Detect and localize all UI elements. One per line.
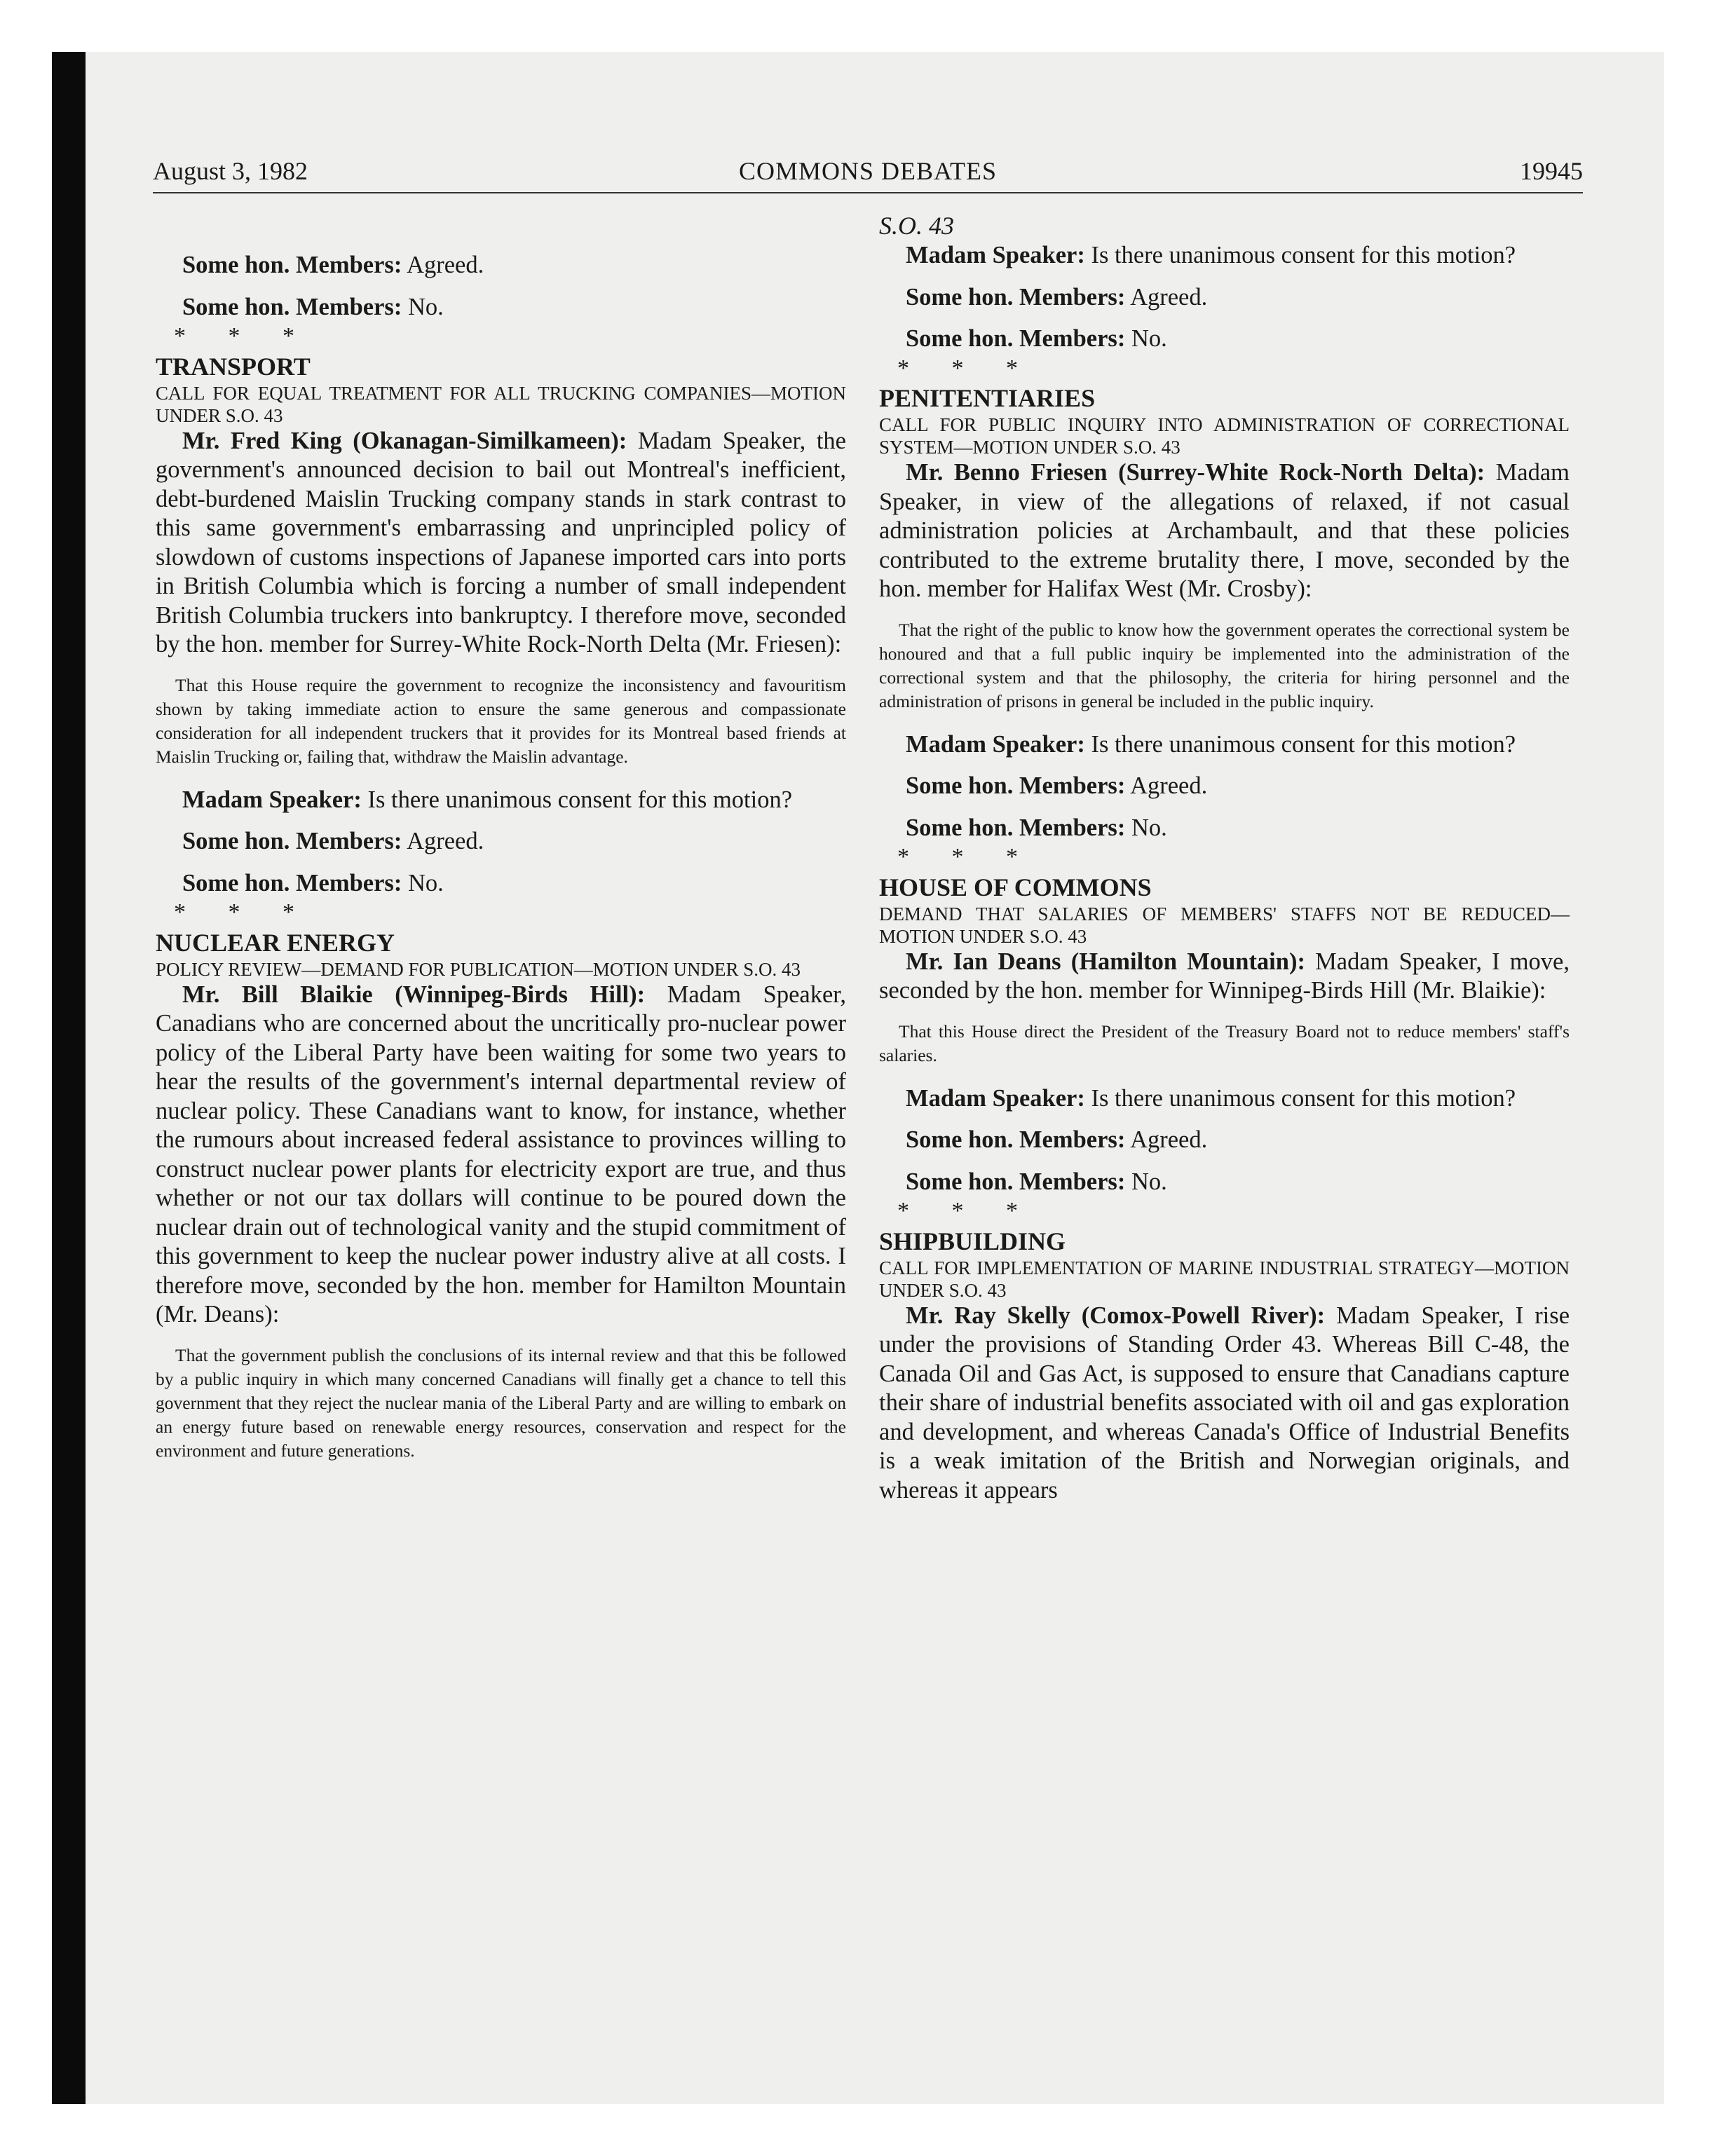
- speaker-question: [156, 786, 846, 815]
- section-subheading: DEMAND THAT SALARIES OF MEMBERS' STAFFS NOT BE REDUCED—MOTION UNDER S.O. 43: [879, 903, 1570, 947]
- interjection-no: [879, 814, 1570, 843]
- speech-text: Is there unanimous consent for this motion?: [1084, 242, 1516, 268]
- section-subheading: CALL FOR EQUAL TREATMENT FOR ALL TRUCKING COMPANIES—MOTION UNDER S.O. 43: [156, 382, 846, 426]
- speaker-name: Mr. Fred King (Okanagan-Similkameen):: [182, 427, 627, 454]
- section-heading-penitentiaries: PENITENTIARIES: [879, 384, 1096, 412]
- motion-text: That this House require the government to recognize the inconsistency and favouritism shown by taking immediate action to ensure the same generous and compassionate consideration for all independent truckers that it provides for its Montreal based friends at Maislin Trucking or, failing that, withdraw the Maislin advantage.: [156, 674, 846, 767]
- interjection-no: [156, 869, 846, 899]
- section-heading-shipbuilding: SHIPBUILDING: [879, 1227, 1066, 1255]
- speech-text: Madam Speaker, in view of the allegations of relaxed, if not casual administration policies at Archambault, and that these policies contributed to the extreme brutality there, I move, seconded by the hon. member for Halifax West (Mr. Crosby):: [879, 459, 1570, 602]
- header-publication: COMMONS DEBATES: [738, 157, 998, 185]
- section-separator: * * *: [897, 1198, 1036, 1224]
- speech-paragraph: [156, 981, 846, 1330]
- speech-text: No.: [402, 869, 444, 896]
- section-subheading: CALL FOR PUBLIC INQUIRY INTO ADMINISTRATION OF CORRECTIONAL SYSTEM—MOTION UNDER S.O. 43: [879, 414, 1570, 458]
- speech-text: Agreed.: [402, 828, 484, 854]
- speaker-name: Some hon. Members:: [906, 814, 1126, 841]
- motion-text: That the right of the public to know how the government operates the correctional system be honoured and that a full public inquiry be implemented into the administration of the correctional system and that the philosophy, the criteria for hiring personnel and the administration of prisons in general be included in the public inquiry.: [879, 619, 1570, 711]
- speech-text: No.: [1125, 1168, 1167, 1195]
- speaker-name: Some hon. Members:: [182, 293, 402, 320]
- speaker-question: [879, 730, 1570, 760]
- section-heading-house-of-commons: HOUSE OF COMMONS: [879, 873, 1152, 901]
- speech-text: No.: [1125, 814, 1167, 841]
- interjection-no: [879, 325, 1570, 354]
- speech-paragraph: [879, 948, 1570, 1006]
- section-heading-nuclear-energy: NUCLEAR ENERGY: [156, 928, 395, 957]
- motion-text: That this House direct the President of the Treasury Board not to reduce members' staff's salaries.: [879, 1021, 1570, 1065]
- speaker-name: Some hon. Members:: [906, 325, 1126, 352]
- speaker-name: Mr. Benno Friesen (Surrey-White Rock-North Delta):: [906, 459, 1485, 486]
- speaker-name: Mr. Ian Deans (Hamilton Mountain):: [906, 948, 1305, 975]
- section-separator: * * *: [897, 355, 1036, 381]
- interjection-agreed: [879, 1126, 1570, 1155]
- speech-text: Agreed.: [1125, 772, 1208, 799]
- speech-text: Madam Speaker, Canadians who are concerned about the uncritically pro-nuclear power policy of the Liberal Party have been waiting for some two years to hear the results of the government's internal departmental review of nuclear policy. These Canadians want to know, for instance, whether the rumours about increased federal assistance to provinces willing to construct nuclear power plants for electricity export are true, and thus whether or not our tax dollars will continue to be poured down the nuclear drain out of technological vanity and the stupid commitment of this government to keep the nuclear power industry alive at all costs. I therefore move, seconded by the hon. member for Hamilton Mountain (Mr. Deans):: [156, 981, 846, 1328]
- speech-text: No.: [1125, 325, 1167, 352]
- header-page-number: 19945: [1520, 157, 1583, 185]
- speech-paragraph: [156, 427, 846, 660]
- section-subheading: CALL FOR IMPLEMENTATION OF MARINE INDUSTRIAL STRATEGY—MOTION UNDER S.O. 43: [879, 1257, 1570, 1301]
- scan-edge-shadow: [52, 52, 86, 2104]
- speaker-name: Madam Speaker:: [182, 786, 362, 813]
- page-header: [153, 153, 1583, 193]
- speech-text: Agreed.: [1125, 1126, 1208, 1153]
- speech-text: Agreed.: [1125, 283, 1208, 311]
- speaker-name: Mr. Bill Blaikie (Winnipeg-Birds Hill):: [182, 981, 646, 1008]
- right-column: [879, 210, 1570, 1505]
- speech-text: Is there unanimous consent for this motion?: [1084, 730, 1516, 758]
- speaker-name: Some hon. Members:: [906, 772, 1126, 799]
- speaker-name: Mr. Ray Skelly (Comox-Powell River):: [906, 1302, 1326, 1329]
- interjection-agreed: [879, 283, 1570, 313]
- section-subheading: POLICY REVIEW—DEMAND FOR PUBLICATION—MOTION UNDER S.O. 43: [156, 958, 801, 980]
- speaker-name: Madam Speaker:: [906, 1084, 1085, 1112]
- speech-text: Agreed.: [402, 252, 484, 278]
- speaker-name: Some hon. Members:: [182, 828, 402, 854]
- speaker-name: Madam Speaker:: [906, 730, 1085, 758]
- section-heading-transport: TRANSPORT: [156, 352, 311, 381]
- running-head: S.O. 43: [879, 212, 954, 240]
- speech-paragraph: [879, 1302, 1570, 1506]
- speech-text: Is there unanimous consent for this motion?: [361, 786, 793, 813]
- speech-text: Madam Speaker, I rise under the provisions of Standing Order 43. Whereas Bill C-48, the Canada Oil and Gas Act, is supposed to ensure that Canadians capture their share of industrial benefits associated with oil and gas exploration and development, and whereas Canada's Office of Industrial Benefits is a weak imitation of the British and Norwegian originals, and whereas it appears: [879, 1302, 1570, 1503]
- interjection-no: [879, 1168, 1570, 1197]
- header-date: August 3, 1982: [153, 157, 308, 185]
- speaker-name: Some hon. Members:: [906, 283, 1126, 311]
- speaker-name: Some hon. Members:: [182, 252, 402, 278]
- speaker-name: Some hon. Members:: [906, 1168, 1126, 1195]
- speech-text: Madam Speaker, the government's announced decision to bail out Montreal's inefficient, debt-burdened Maislin Trucking company stands in stark contrast to this same government's embarrassing and unprincipled policy of slowdown of customs inspections of Japanese imported cars into ports in British Columbia which is forcing a number of small independent British Columbia truckers into bankruptcy. I therefore move, seconded by the hon. member for Surrey-White Rock-North Delta (Mr. Friesen):: [156, 427, 846, 657]
- speech-paragraph: [879, 458, 1570, 604]
- speaker-name: Madam Speaker:: [906, 242, 1085, 268]
- speaker-question: [879, 241, 1570, 271]
- interjection-agreed: [156, 827, 846, 857]
- speaker-name: Some hon. Members:: [182, 869, 402, 896]
- speaker-question: [879, 1084, 1570, 1114]
- speech-text: Madam Speaker, I move, seconded by the hon. member for Winnipeg-Birds Hill (Mr. Blaikie):: [879, 948, 1570, 1004]
- speech-text: No.: [402, 293, 444, 320]
- interjection-agreed: [156, 251, 846, 280]
- section-separator: * * *: [174, 899, 313, 925]
- speaker-name: Some hon. Members:: [906, 1126, 1126, 1153]
- interjection-agreed: [879, 772, 1570, 801]
- section-separator: * * *: [174, 323, 313, 349]
- interjection-no: [156, 293, 846, 322]
- section-separator: * * *: [897, 844, 1036, 870]
- motion-text: That the government publish the conclusions of its internal review and that this be followed by a public inquiry in which many concerned Canadians will finally get a chance to tell this government that they reject the nuclear mania of the Liberal Party and are willing to embark on an energy future based on renewable energy resources, conservation and respect for the environment and future generations.: [156, 1344, 846, 1461]
- left-column: [156, 210, 846, 1480]
- speech-text: Is there unanimous consent for this motion?: [1084, 1084, 1516, 1112]
